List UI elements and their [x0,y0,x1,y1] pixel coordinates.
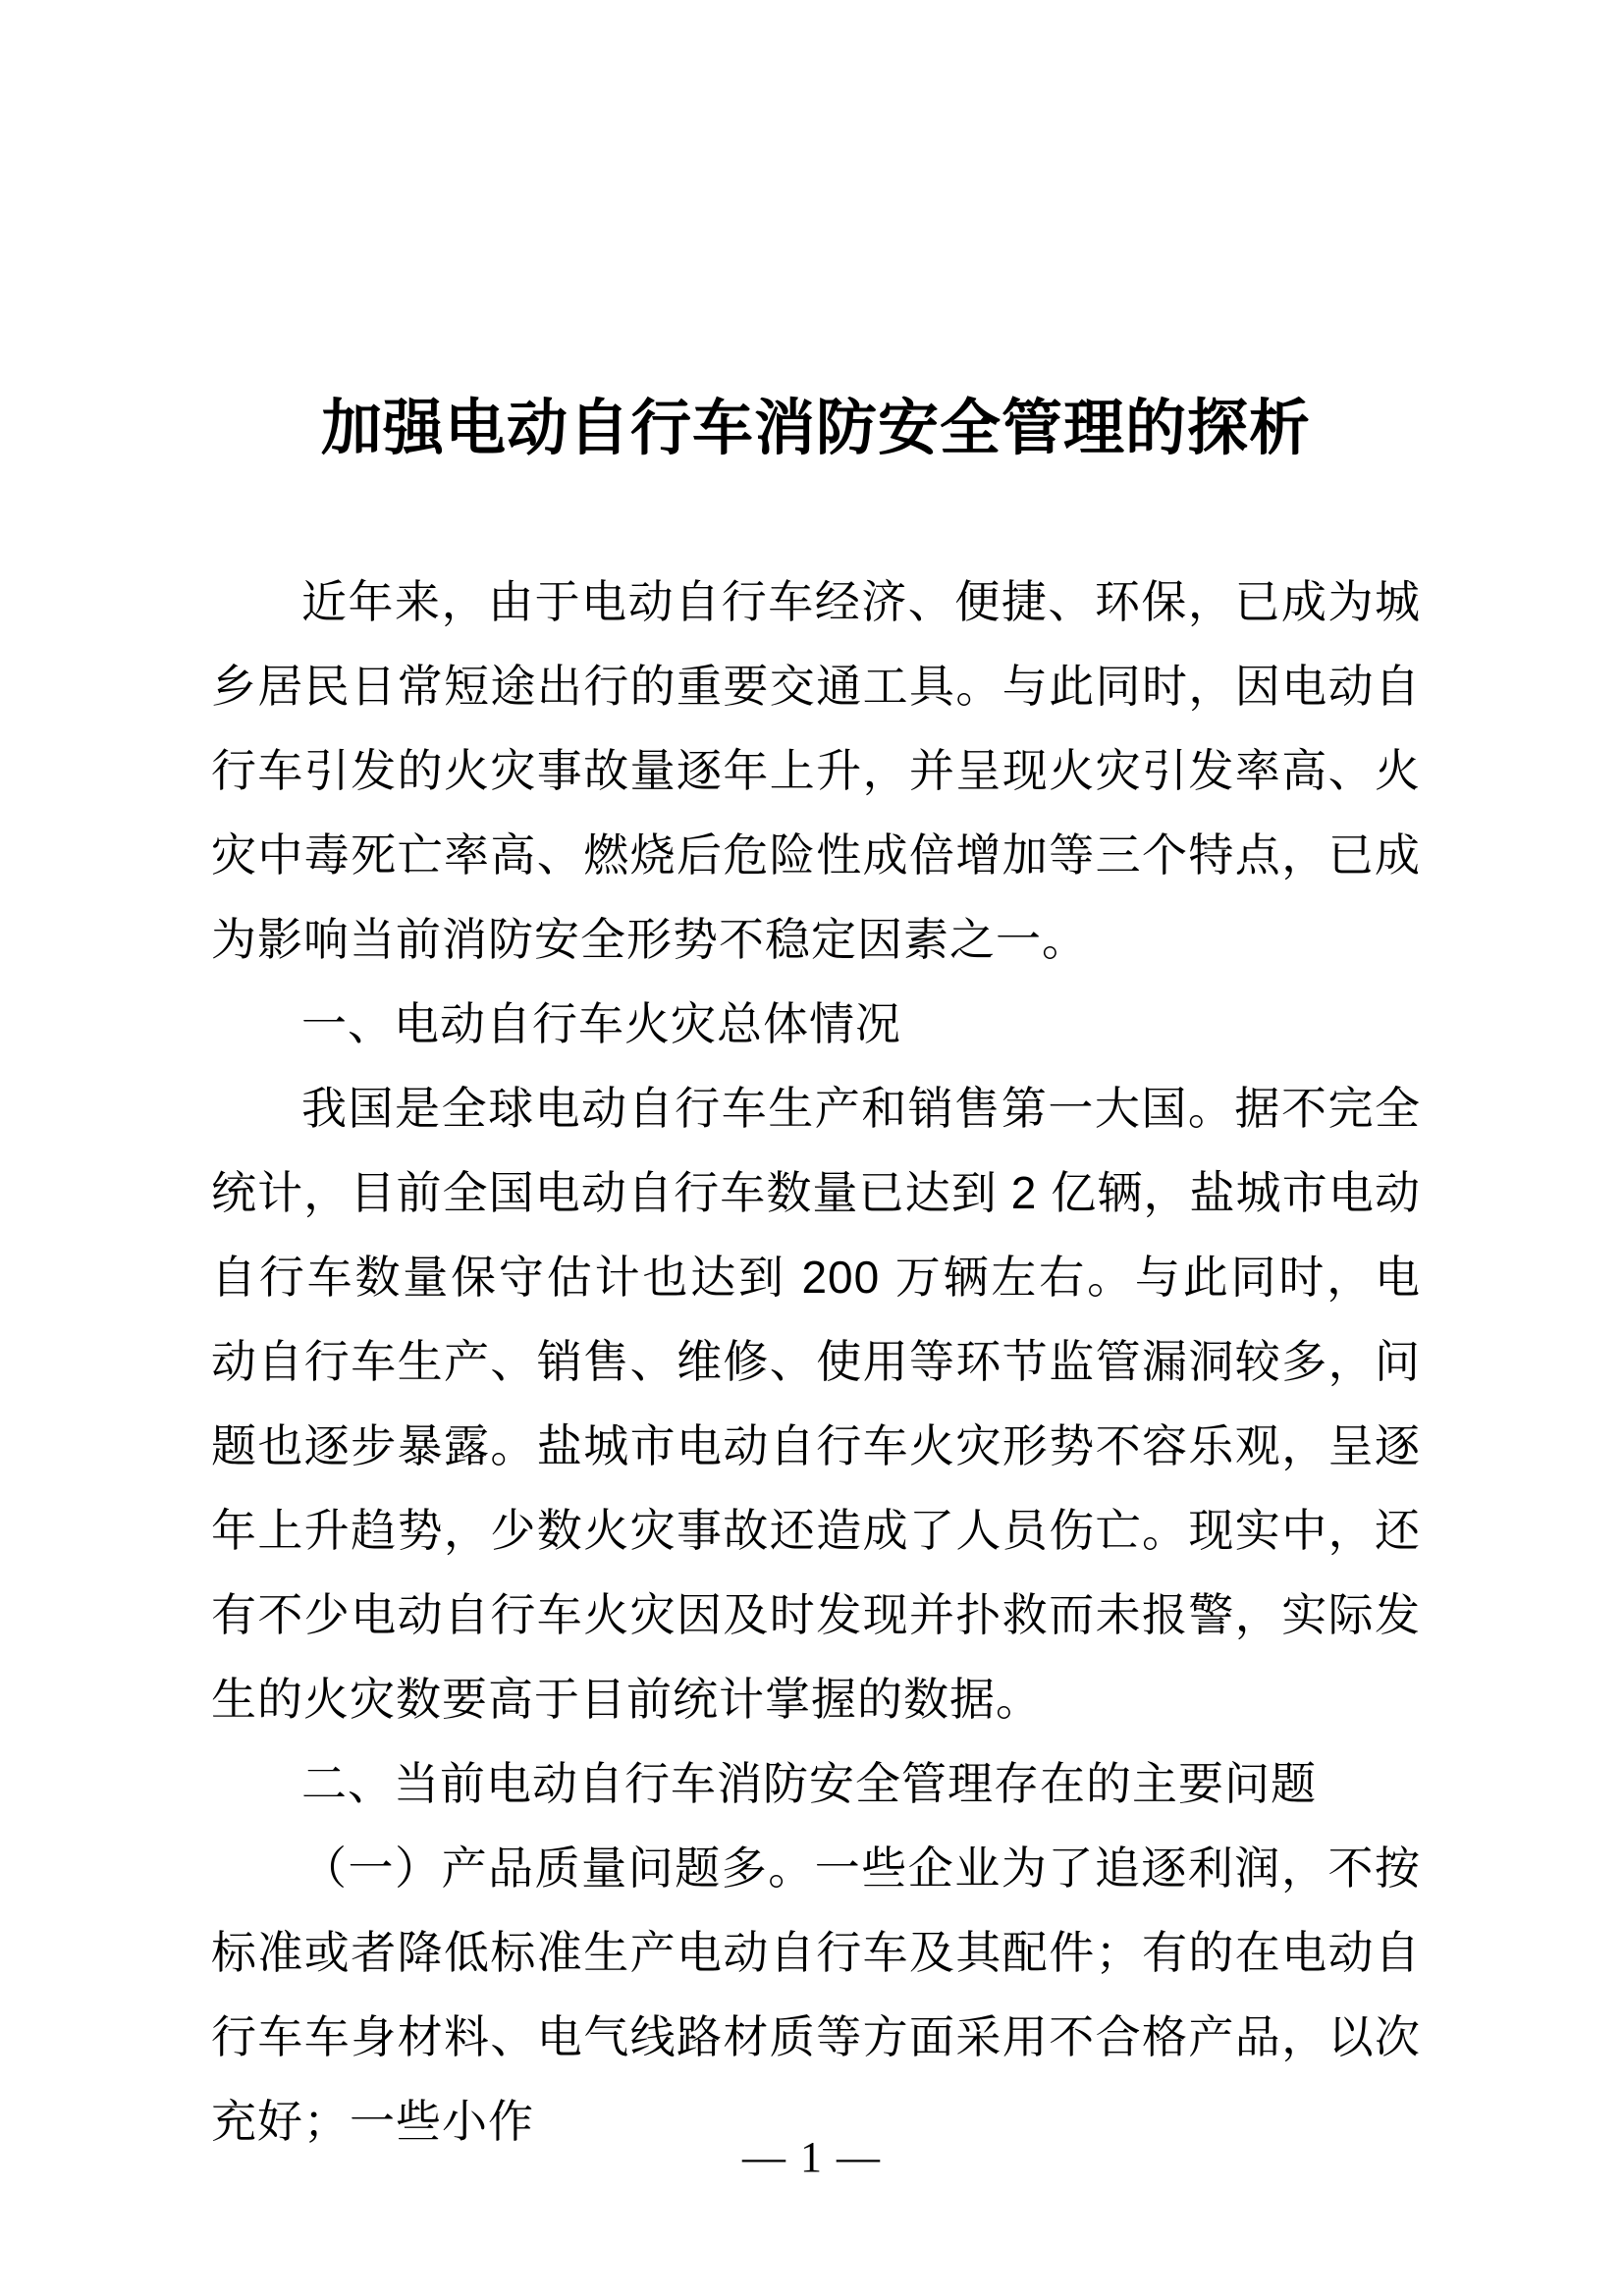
paragraph-intro: 近年来，由于电动自行车经济、便捷、环保，已成为城乡居民日常短途出行的重要交通工具。与此同时，因电动自行车引发的火灾事故量逐年上升，并呈现火灾引发率高、火灾中毒死亡率高、燃烧后危险性成倍增加等三个特点，已成为影响当前消防安全形势不稳定因素之一。 [211,576,1421,965]
page-number: — 1 — [742,2133,882,2181]
paragraph-section-2-body: （一）产品质量问题多。一些企业为了追逐利润，不按标准或者降低标准生产电动自行车及其配件；有的在电动自行车车身材料、电气线路材质等方面采用不合格产品，以次充好；一些小作 [211,1842,1421,2147]
document-body [211,560,1421,2163]
page-footer [0,2132,1624,2183]
document-title: 加强电动自行车消防安全管理的探析 [320,395,1311,462]
section-heading-2: 二、当前电动自行车消防安全管理存在的主要问题 [301,1758,1317,1809]
paragraph-section-1-body: 我国是全球电动自行车生产和销售第一大国。据不完全统计，目前全国电动自行车数量已达到 2 亿辆，盐城市电动自行车数量保守估计也达到 200 万辆左右。与此同时，电动自行车生产、销售、维修、使用等环节监管漏洞较多，问题也逐步暴露。盐城市电动自行车火灾形势不容乐观，呈逐年上升趋势，少数火灾事故还造成了人员伤亡。现实中，还有不少电动自行车火灾因及时发现并扑救而未报警，实际发生的火灾数要高于目前统计掌握的数据。 [211,1083,1421,1725]
section-heading-1: 一、电动自行车火灾总体情况 [301,998,901,1049]
